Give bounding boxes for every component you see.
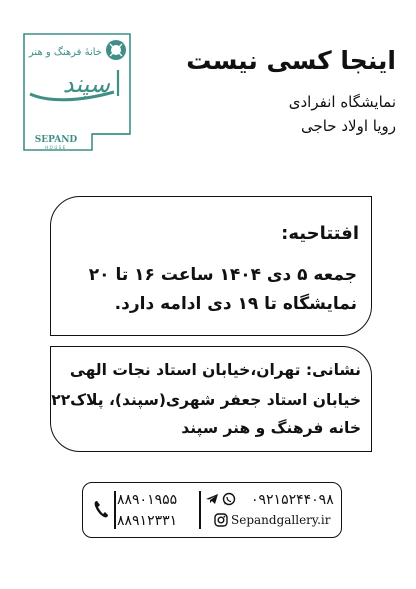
instagram-handle[interactable]: Sepandgallery.ir [231, 513, 331, 527]
address-line-2: خیابان استاد جعفر شهری(سپند)، پلاک۲۲ [51, 391, 361, 409]
exhibition-type: نمایشگاه انفرادی [288, 93, 396, 111]
phone-icon [93, 499, 109, 519]
opening-box [50, 196, 372, 336]
address-box [50, 346, 372, 452]
svg-text:سپند: سپند [62, 70, 110, 98]
whatsapp-icon [222, 492, 236, 506]
opening-date: جمعه ۵ دی ۱۴۰۴ ساعت ۱۶ تا ۲۰ [88, 265, 357, 285]
address-line-1: نشانی: تهران،خیابان استاد نجات الهی [69, 361, 361, 379]
address-line-3: خانه فرهنگ و هنر سپند [181, 419, 361, 437]
telegram-icon [205, 492, 219, 506]
mobile-number[interactable]: ۰۹۲۱۵۲۴۴۰۹۸ [251, 492, 334, 508]
svg-text:HOUSE: HOUSE [45, 145, 67, 150]
contact-box [82, 482, 342, 538]
sepand-logo [18, 30, 136, 154]
exhibition-title: اینجا کسی نیست [186, 46, 396, 75]
artist-name: رویا اولاد حاجی [300, 117, 396, 135]
phone-number-1[interactable]: ۸۸۹۰۱۹۵۵ [117, 492, 178, 508]
phone-number-2[interactable]: ۸۸۹۱۲۳۳۱ [117, 513, 178, 529]
instagram-icon [214, 513, 228, 527]
svg-text:SEPAND: SEPAND [34, 135, 78, 145]
contact-divider [199, 491, 201, 529]
contact-divider [114, 491, 116, 529]
opening-label: افتتاحیه: [281, 223, 359, 244]
sepand-logo-graphic [18, 30, 136, 154]
exhibition-duration: نمایشگاه تا ۱۹ دی ادامه دارد. [114, 294, 357, 314]
svg-text:خانهٔ فرهنگ و هنر: خانهٔ فرهنگ و هنر [28, 47, 102, 58]
